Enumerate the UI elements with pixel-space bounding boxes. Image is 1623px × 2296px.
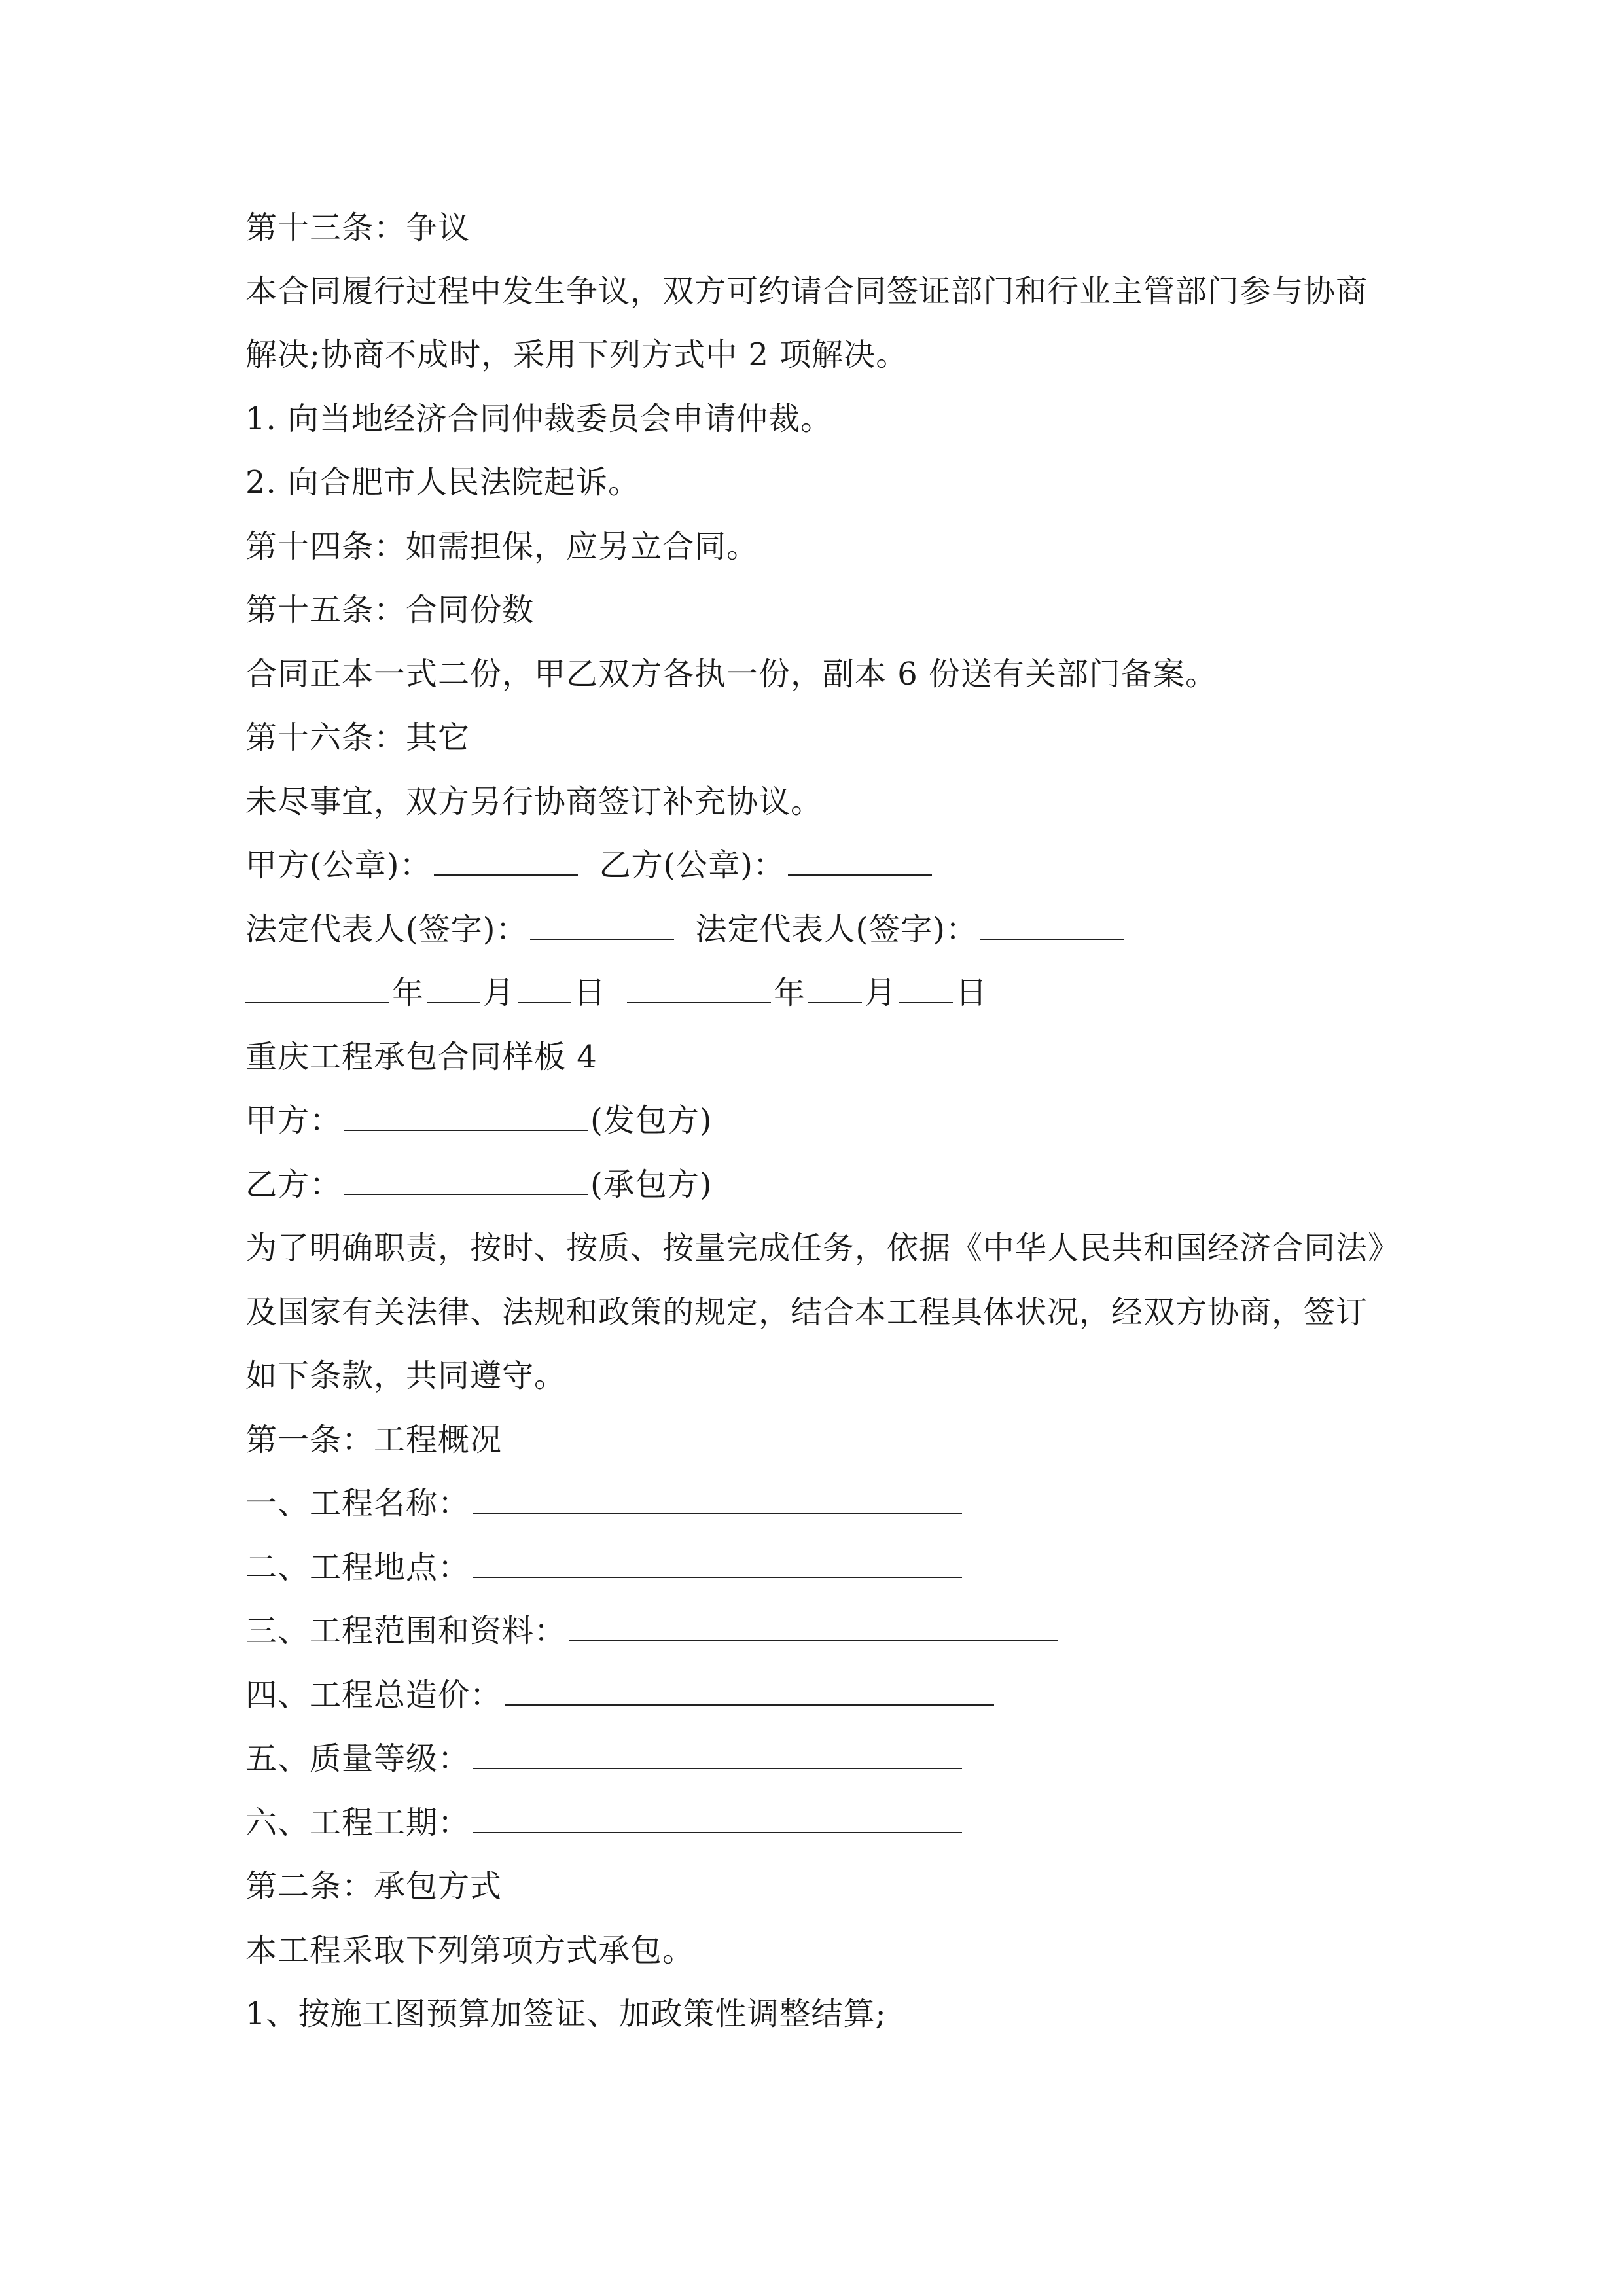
- field-label: 二、工程地点：: [245, 1549, 471, 1586]
- field-label: 三、工程范围和资料：: [245, 1613, 567, 1649]
- field-project-location: [245, 1548, 965, 1587]
- party-b-year-blank[interactable]: [627, 973, 771, 1003]
- article-2-paragraph: 本工程采取下列第项方式承包。: [245, 1932, 695, 1969]
- party-b-role: (承包方): [590, 1166, 713, 1203]
- party-a-seal-blank[interactable]: [434, 846, 578, 876]
- section-13-paragraph-line2: 解决;协商不成时，采用下列方式中 2 项解决。: [245, 336, 908, 373]
- party-b-rep-label: 法定代表人(签字)：: [695, 911, 978, 948]
- section-16-title: 第十六条：其它: [245, 719, 471, 756]
- party-a-year-blank[interactable]: [245, 973, 389, 1003]
- project-duration-blank[interactable]: [473, 1803, 962, 1833]
- party-a-label: 甲方：: [245, 1102, 342, 1139]
- field-quality-grade: [245, 1739, 965, 1778]
- party-a-rep-label: 法定代表人(签字)：: [245, 911, 528, 948]
- project-cost-blank[interactable]: [505, 1676, 994, 1706]
- party-b-label: 乙方：: [245, 1166, 342, 1203]
- year-label-a: 年: [392, 975, 425, 1011]
- section-13-title: 第十三条：争议: [245, 209, 471, 246]
- month-label-b: 月: [865, 975, 897, 1011]
- intro-line-3: 如下条款，共同遵守。: [245, 1357, 567, 1394]
- field-project-scope: [245, 1611, 1061, 1651]
- day-label-a: 日: [574, 975, 607, 1011]
- section-13-item-1: 1. 向当地经济合同仲裁委员会申请仲裁。: [245, 401, 833, 437]
- section-13-paragraph-line1: 本合同履行过程中发生争议，双方可约请合同签证部门和行业主管部门参与协商: [245, 273, 1368, 310]
- quality-grade-blank[interactable]: [473, 1739, 962, 1769]
- party-a-line: [245, 1101, 712, 1140]
- month-label-a: 月: [483, 975, 516, 1011]
- section-13-item-2: 2. 向合肥市人民法院起诉。: [245, 464, 641, 501]
- intro-line-1: 为了明确职责，按时、按质、按量完成任务，依据《中华人民共和国经济合同法》: [245, 1230, 1400, 1266]
- representative-line: [245, 910, 1127, 949]
- party-a-seal-label: 甲方(公章)：: [245, 847, 432, 884]
- party-b-month-blank[interactable]: [808, 973, 862, 1003]
- section-15-title: 第十五条：合同份数: [245, 592, 535, 628]
- project-name-blank[interactable]: [473, 1484, 962, 1514]
- field-project-duration: [245, 1803, 965, 1842]
- intro-line-2: 及国家有关法律、法规和政策的规定，结合本工程具体状况，经双方协商，签订: [245, 1294, 1368, 1331]
- party-b-day-blank[interactable]: [899, 973, 953, 1003]
- party-b-name-blank[interactable]: [344, 1165, 588, 1195]
- section-16-paragraph: 未尽事宜，双方另行协商签订补充协议。: [245, 783, 823, 820]
- party-b-seal-label: 乙方(公章)：: [599, 847, 785, 884]
- contract-4-title: 重庆工程承包合同样板 4: [245, 1039, 597, 1075]
- party-b-rep-blank[interactable]: [980, 910, 1124, 940]
- project-scope-blank[interactable]: [569, 1611, 1058, 1641]
- year-label-b: 年: [774, 975, 806, 1011]
- seal-line: [245, 846, 935, 885]
- party-a-day-blank[interactable]: [518, 973, 571, 1003]
- field-label: 四、工程总造价：: [245, 1677, 503, 1713]
- article-1-title: 第一条：工程概况: [245, 1422, 503, 1458]
- section-14-title: 第十四条：如需担保，应另立合同。: [245, 528, 759, 565]
- section-15-paragraph: 合同正本一式二份，甲乙双方各执一份，副本 6 份送有关部门备案。: [245, 656, 1218, 692]
- article-2-title: 第二条：承包方式: [245, 1868, 503, 1905]
- party-b-line: [245, 1165, 712, 1204]
- field-project-name: [245, 1484, 965, 1523]
- party-a-name-blank[interactable]: [344, 1101, 588, 1131]
- field-label: 五、质量等级：: [245, 1740, 471, 1777]
- party-b-seal-blank[interactable]: [788, 846, 932, 876]
- field-project-cost: [245, 1676, 997, 1715]
- day-label-b: 日: [955, 975, 988, 1011]
- party-a-rep-blank[interactable]: [530, 910, 674, 940]
- article-2-item-1: 1、按施工图预算加签证、加政策性调整结算;: [245, 1996, 887, 2032]
- field-label: 一、工程名称：: [245, 1485, 471, 1522]
- project-location-blank[interactable]: [473, 1548, 962, 1578]
- field-label: 六、工程工期：: [245, 1804, 471, 1841]
- party-a-role: (发包方): [590, 1102, 713, 1139]
- date-line: [245, 973, 988, 1013]
- party-a-month-blank[interactable]: [427, 973, 480, 1003]
